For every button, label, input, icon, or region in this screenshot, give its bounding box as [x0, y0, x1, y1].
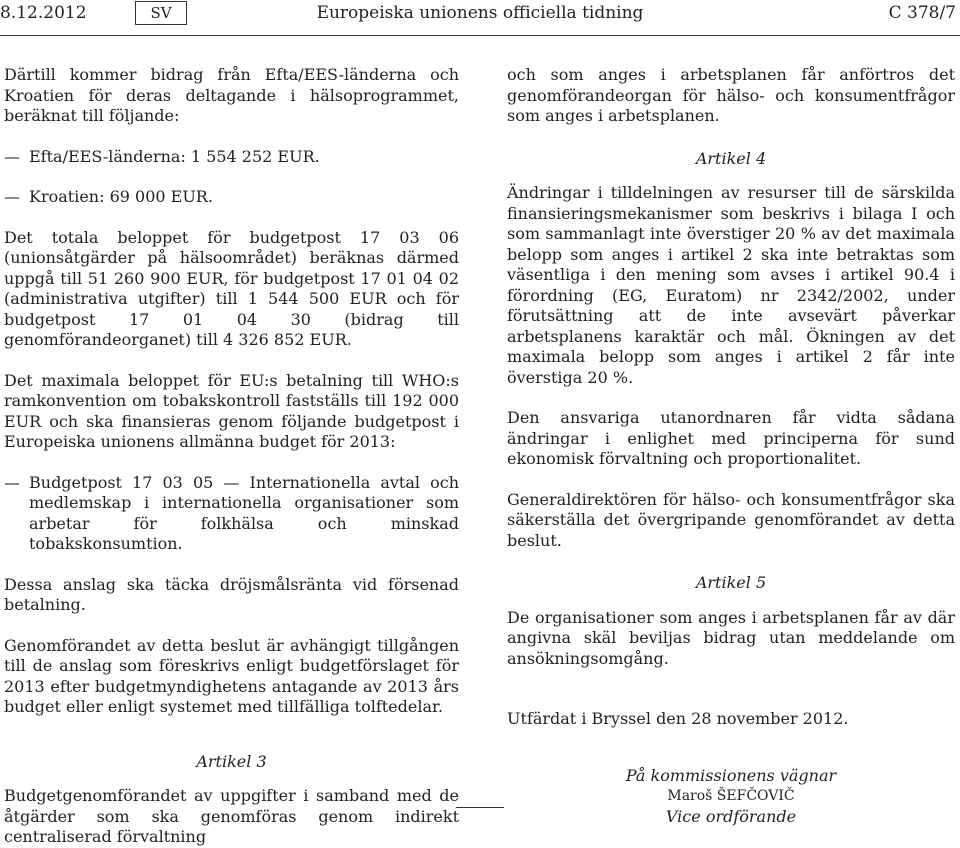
left-column	[4, 65, 459, 848]
right-column	[507, 65, 955, 827]
signatory-title: Vice ordförande	[665, 806, 797, 826]
paragraph: Den ansvariga utanordnaren får vidta sådana ändringar i enlighet med principerna för sund ekonomisk förvaltning och proportionalitet.	[507, 408, 955, 468]
article-heading: Artikel 3	[196, 751, 267, 771]
dash-marker: —	[4, 472, 20, 492]
list-item	[4, 187, 459, 208]
paragraph: och som anges i arbetsplanen får anförtros det genomförandeorgan för hälso- och konsumentfrågor som anges i arbetsplanen.	[507, 65, 955, 125]
dash-marker: —	[4, 187, 20, 206]
article-heading: Artikel 4	[695, 148, 767, 168]
journal-header	[0, 0, 960, 28]
dash-marker: —	[4, 146, 20, 166]
paragraph: Det maximala beloppet för EU:s betalning till WHO:s ramkonvention om tobakskontroll fastställs till 192 000 EUR och ska finansieras genom följande budgetpost i Europeiska unionens allmänna budget för 2013:	[4, 370, 459, 451]
page-reference: C 378/7	[888, 3, 956, 23]
list-item-text: Kroatien: 69 000 EUR.	[29, 187, 213, 206]
paragraph: Generaldirektören för hälso- och konsumentfrågor ska säkerställa det övergripande genomförandet av detta beslut.	[507, 489, 955, 550]
journal-title: Europeiska unionens officiella tidning	[316, 3, 644, 23]
list-item-text: Budgetpost 17 03 05 — Internationella avtal och medlemskap i internationella organisationer som arbetar för folkhälsa och minskad tobakskonsumtion.	[29, 472, 459, 553]
publication-date: 8.12.2012	[0, 3, 87, 23]
signature-on-behalf: På kommissionens vägnar	[625, 765, 837, 785]
article-heading: Artikel 5	[695, 573, 767, 592]
list-item	[4, 473, 459, 555]
list-item	[4, 147, 459, 168]
signature-block	[507, 766, 955, 828]
list-item-text: Efta/EES-länderna: 1 554 252 EUR.	[29, 146, 320, 166]
footer-rule	[456, 807, 504, 808]
paragraph: Genomförandet av detta beslut är avhängigt tillgången till de anslag som föreskrivs enligt budgetförslaget för 2013 efter budgetmyndighetens antagande av 2013 års budget eller enligt systemet med tillfälliga tolftedelar.	[4, 635, 459, 716]
paragraph: Budgetgenomförandet av uppgifter i samband med de åtgärder som ska genomföras genom indirekt centraliserad förvaltning	[4, 786, 459, 846]
paragraph: Därtill kommer bidrag från Efta/EES-länderna och Kroatien för deras deltagande i hälsoprogrammet, beräknat till följande:	[4, 65, 459, 125]
signatory-name: Maroš ŠEFČOVIČ	[667, 788, 795, 804]
language-badge: SV	[135, 1, 187, 25]
paragraph: De organisationer som anges i arbetsplanen får av där angivna skäl beviljas bidrag utan meddelande om ansökningsomgång.	[507, 607, 955, 668]
paragraph: Ändringar i tilldelningen av resurser till de särskilda finansieringsmekanismer som beskrivs i bilaga I och som sammanlagt inte överstiger 20 % av det maximala belopp som anges i artikel 2 ska inte betraktas som väsentliga i den mening som avses i artikel 90.4 i förordning (EG, Euratom) nr 2342/2002, under förutsättning att de inte avsevärt påverkar arbetsplanens karaktär och mål. Ökningen av det maximala belopp som anges i artikel 2 får inte överstiga 20 %.	[507, 183, 955, 387]
paragraph: Det totala beloppet för budgetpost 17 03 06 (unionsåtgärder på hälsoområdet) beräknas därmed uppgå till 51 260 900 EUR, för budgetpost 17 01 04 02 (administrativa utgifter) till 1 544 500 EUR och för budgetpost 17 01 04 30 (bidrag till genomförandeorganet) till 4 326 852 EUR.	[4, 227, 459, 349]
done-at-line: Utfärdat i Bryssel den 28 november 2012.	[507, 709, 849, 728]
header-rule	[0, 35, 960, 36]
paragraph: Dessa anslag ska täcka dröjsmålsränta vid försenad betalning.	[4, 574, 459, 614]
